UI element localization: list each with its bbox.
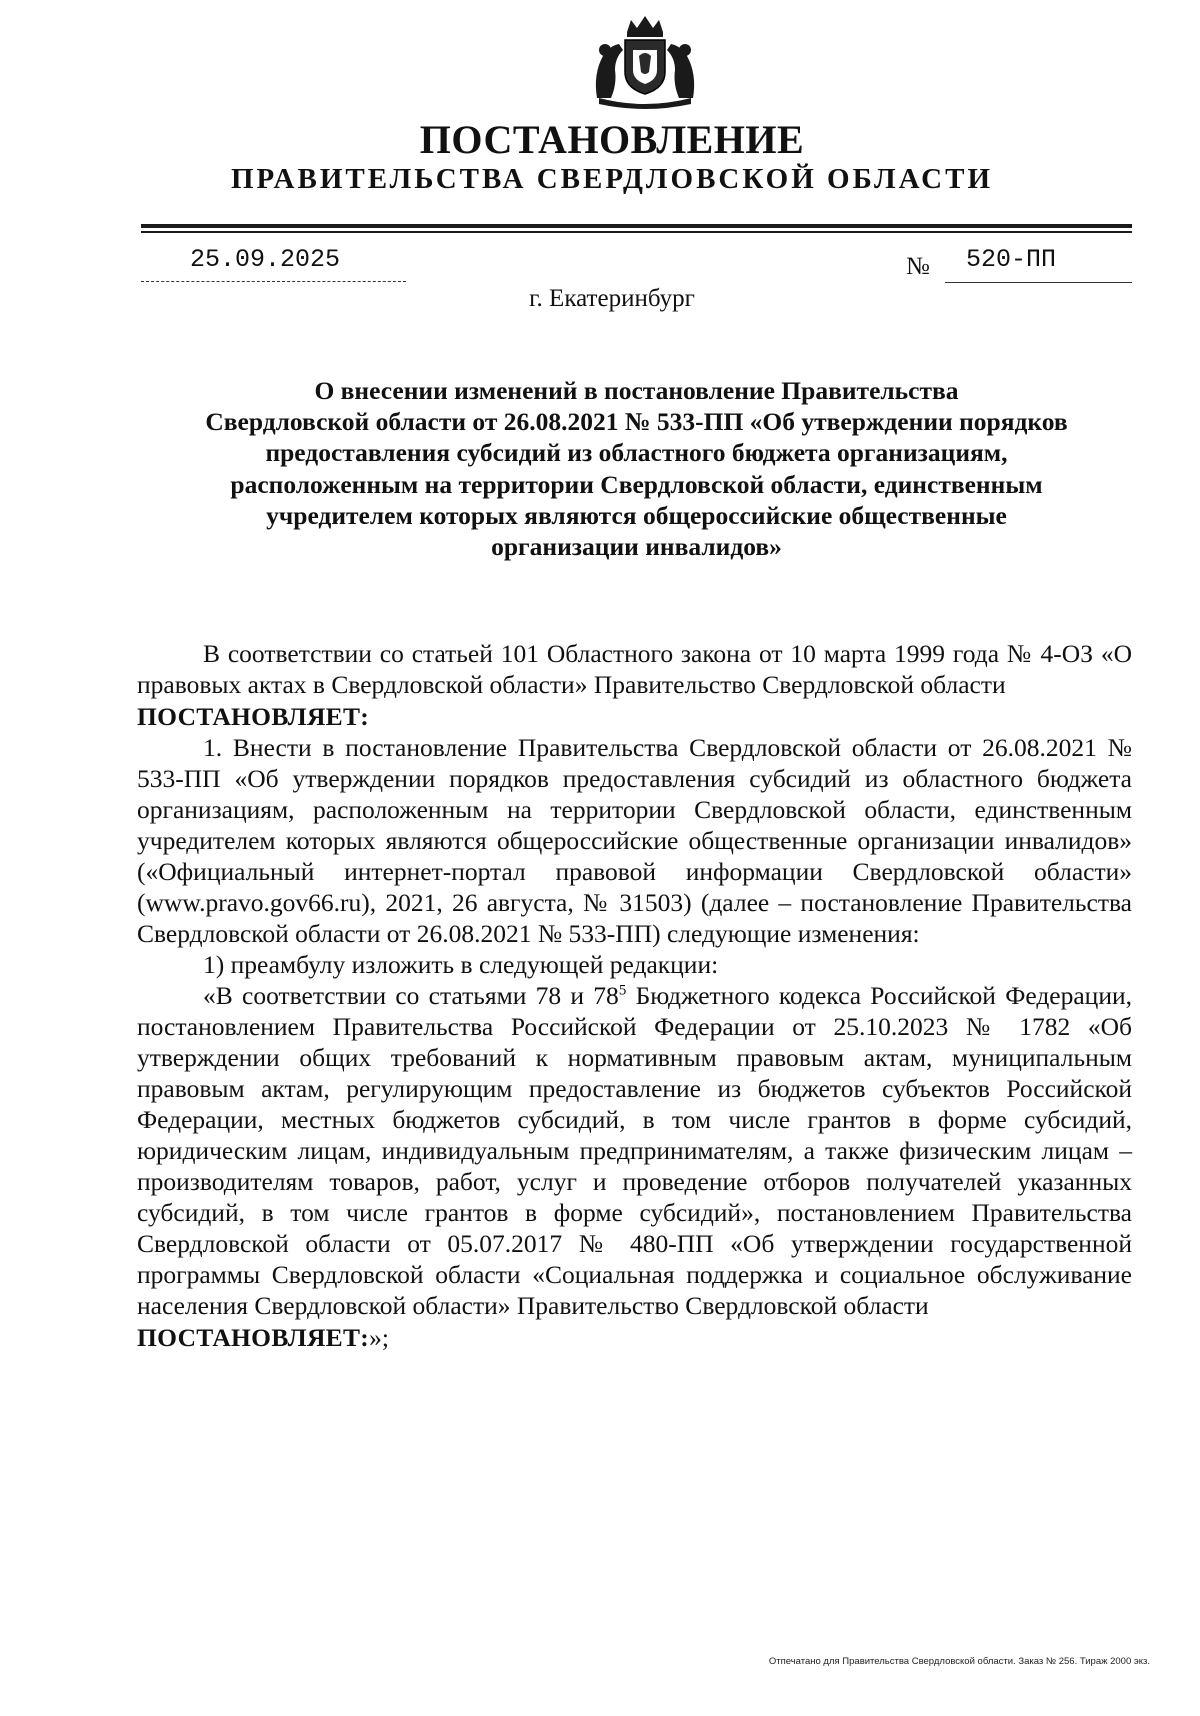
header-divider-thick <box>141 224 1132 228</box>
print-footer: Отпечатано для Правительства Свердловской области. Заказ № 256. Тираж 2000 экз. <box>768 1656 1150 1667</box>
sverdlovsk-coat-of-arms-icon <box>575 14 715 110</box>
document-heading <box>141 375 1132 562</box>
document-body <box>137 638 1132 1353</box>
heading-line: организации инвалидов» <box>491 532 782 562</box>
heading-line: Свердловской области от 26.08.2021 № 533-ПП «Об утверждении порядков <box>205 407 1068 437</box>
quoted-preamble <box>137 980 1132 1321</box>
heading-line: расположенным на территории Свердловской области, единственным <box>230 469 1043 499</box>
number-sign: № <box>906 253 930 280</box>
header-divider-thin <box>141 231 1132 233</box>
resolve-heading: ПОСТАНОВЛЯЕТ: <box>137 702 370 731</box>
issuer-subtitle: ПРАВИТЕЛЬСТВА СВЕРДЛОВСКОЙ ОБЛАСТИ <box>230 163 994 195</box>
item-1-paragraph: 1. Внести в постановление Правительства Свердловской области от 26.08.2021 № 533-ПП «Об утверждении порядков предоставления субсидий из областного бюджета организациям, расположенным на территории Свердловской области, единственным учредителем которых являются общероссийские общественные организации инвалидов» («Официальный интернет-портал правовой информации Свердловской области» (www.pravo.gov66.ru), 2021, 26 августа, № 31503) (далее – постановление Правительства Свердловской области от 26.08.2021 № 533-ПП) следующие изменения: <box>137 733 1132 948</box>
number-underline <box>945 282 1132 283</box>
subitem-1-paragraph: 1) преамбулу изложить в следующей редакции: <box>203 950 719 979</box>
heading-line: учредителем которых являются общероссийские общественные <box>266 500 1007 530</box>
document-date: 25.09.2025 <box>190 245 341 274</box>
document-number: 520-ПП <box>966 245 1057 274</box>
heading-line: предоставления субсидий из областного бюджета организациям, <box>265 438 1008 468</box>
preamble-resolve-tail: »; <box>369 1323 389 1352</box>
superscript-5: 5 <box>618 982 627 999</box>
date-underline <box>141 281 406 282</box>
preamble-resolve <box>137 1322 1132 1353</box>
city-name: г. Екатеринбург <box>529 285 695 312</box>
preamble-text-start: «В соответствии со статьями 78 и 78 <box>203 981 619 1010</box>
heading-line: О внесении изменений в постановление Правительства <box>314 376 959 405</box>
document-title: ПОСТАНОВЛЕНИЕ <box>419 117 805 162</box>
preamble-resolve-bold: ПОСТАНОВЛЯЕТ: <box>137 1323 370 1352</box>
intro-paragraph: В соответствии со статьей 101 Областного закона от 10 марта 1999 года № 4-ОЗ «О правовых актах в Свердловской области» Правительство Свердловской области <box>137 639 1132 699</box>
preamble-text-rest: Бюджетного кодекса Российской Федерации, постановлением Правительства Российской Федерации от 25.10.2023 № 1782 «Об утверждении общих требований к нормативным правовым актам, муниципальным правовым актам, регулирующим предоставление из бюджетов субъектов Российской Федерации, местных бюджетов субсидий, в том числе грантов в форме субсидий, юридическим лицам, индивидуальным предпринимателям, а также физическим лицам – производителям товаров, работ, услуг и проведение отборов получателей указанных субсидий, в том числе грантов в форме субсидий», постановлением Правительства Свердловской области от 05.07.2017 № 480-ПП «Об утверждении государственной программы Свердловской области «Социальная поддержка и социальное обслуживание населения Свердловской области» Правительство Свердловской области <box>137 981 1132 1320</box>
